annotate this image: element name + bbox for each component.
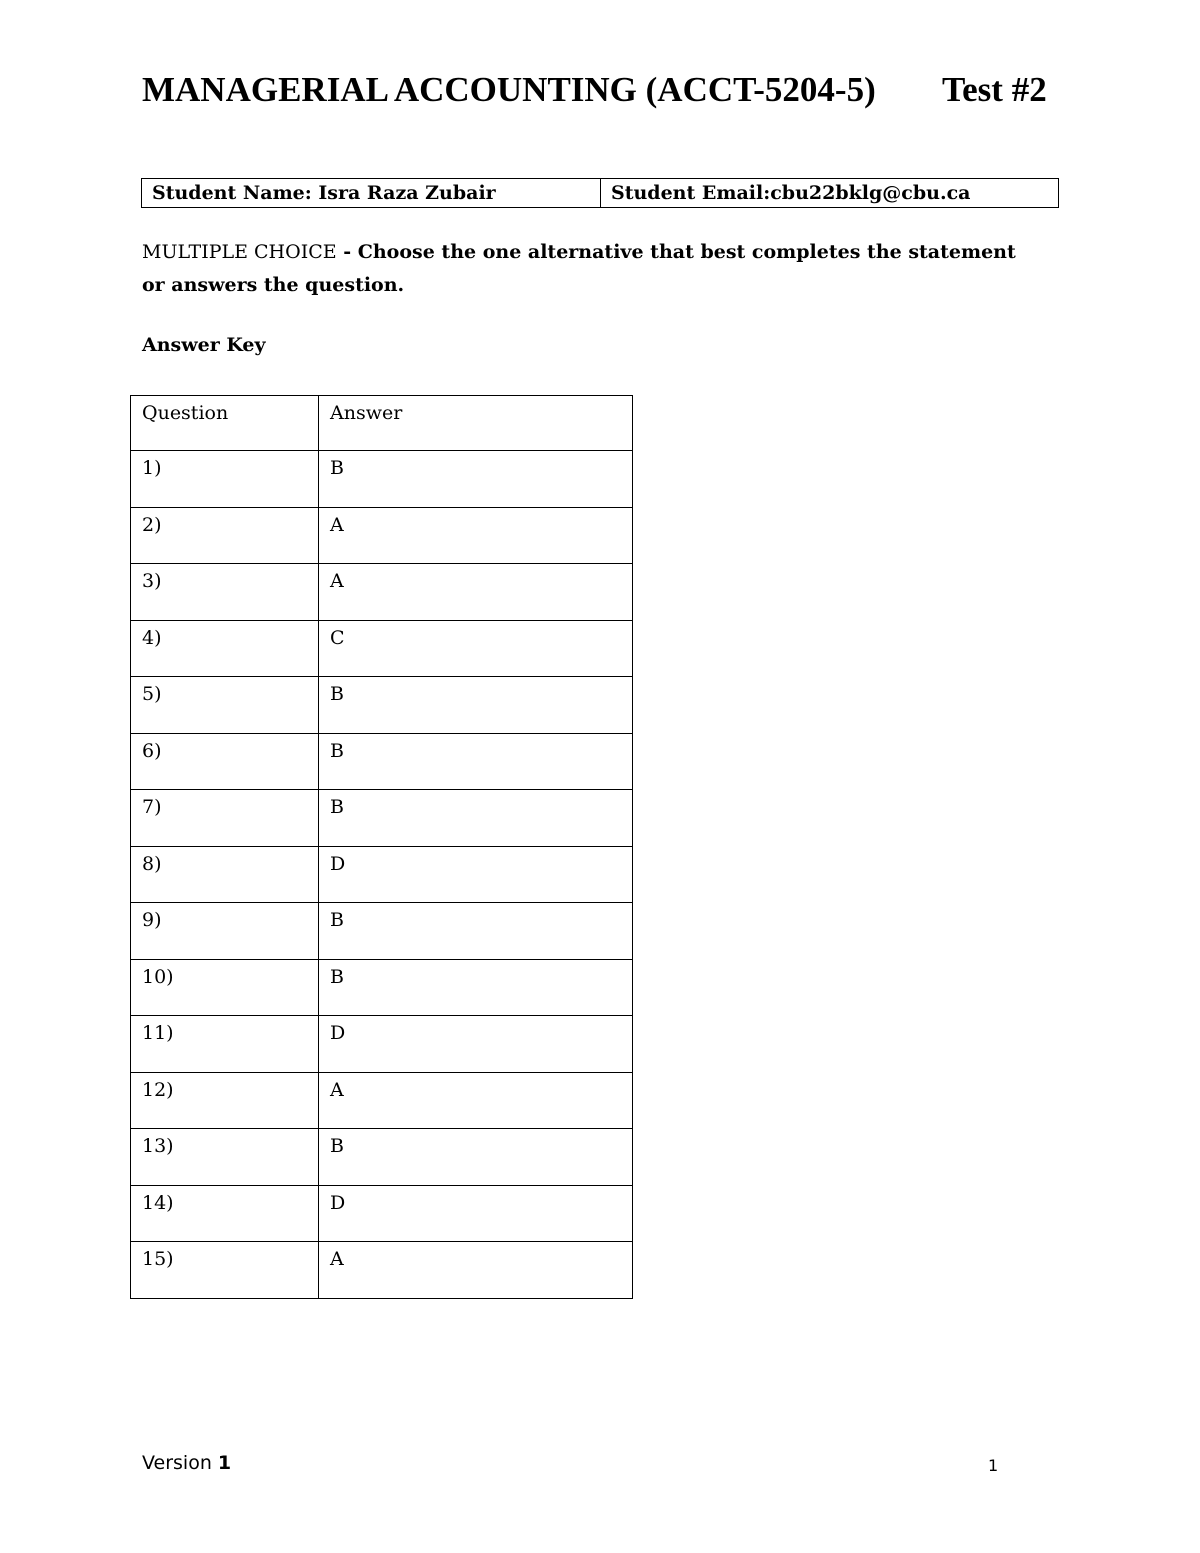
table-row	[131, 451, 633, 508]
question-number: 4)	[131, 620, 319, 677]
answer-key-table	[130, 395, 633, 1299]
question-number: 5)	[131, 677, 319, 734]
question-number: 9)	[131, 903, 319, 960]
table-row	[131, 564, 633, 621]
table-row	[131, 1185, 633, 1242]
answer-letter: A	[319, 507, 633, 564]
footer-version	[142, 1452, 231, 1474]
question-number: 6)	[131, 733, 319, 790]
question-number: 8)	[131, 846, 319, 903]
table-row	[131, 1129, 633, 1186]
table-row	[131, 959, 633, 1016]
question-number: 13)	[131, 1129, 319, 1186]
answer-letter: B	[319, 1129, 633, 1186]
course-title: MANAGERIAL ACCOUNTING (ACCT-5204-5)	[142, 70, 876, 109]
student-info-row	[142, 179, 1059, 208]
answer-letter: D	[319, 1016, 633, 1073]
answer-letter: D	[319, 846, 633, 903]
answer-letter: B	[319, 790, 633, 847]
question-number: 10)	[131, 959, 319, 1016]
table-row	[131, 846, 633, 903]
column-header-answer: Answer	[319, 396, 633, 451]
answer-letter: B	[319, 677, 633, 734]
instructions-text: - Choose the one alternative that best completes the statement or answers the question.	[142, 241, 1016, 296]
page-title	[142, 70, 1062, 116]
question-number: 12)	[131, 1072, 319, 1129]
version-label: Version	[142, 1452, 212, 1474]
question-number: 14)	[131, 1185, 319, 1242]
table-row	[131, 620, 633, 677]
table-row	[131, 1072, 633, 1129]
question-number: 7)	[131, 790, 319, 847]
answer-letter: B	[319, 451, 633, 508]
student-email: Student Email:cbu22bklg@cbu.ca	[601, 179, 1059, 208]
table-row	[131, 790, 633, 847]
table-row	[131, 677, 633, 734]
test-label: Test #2	[942, 70, 1047, 109]
student-info-table	[141, 178, 1059, 208]
answer-letter: A	[319, 1242, 633, 1299]
answer-letter: B	[319, 733, 633, 790]
page-number: 1	[988, 1456, 999, 1475]
question-number: 3)	[131, 564, 319, 621]
question-number: 2)	[131, 507, 319, 564]
table-row	[131, 1242, 633, 1299]
answer-letter: B	[319, 903, 633, 960]
question-number: 1)	[131, 451, 319, 508]
table-row	[131, 733, 633, 790]
table-header-row	[131, 396, 633, 451]
instructions	[142, 236, 1042, 302]
answer-letter: C	[319, 620, 633, 677]
question-number: 11)	[131, 1016, 319, 1073]
answer-letter: A	[319, 1072, 633, 1129]
answer-letter: A	[319, 564, 633, 621]
instructions-lead: MULTIPLE CHOICE	[142, 241, 337, 263]
answer-letter: D	[319, 1185, 633, 1242]
table-row	[131, 903, 633, 960]
question-number: 15)	[131, 1242, 319, 1299]
version-number: 1	[217, 1452, 232, 1474]
student-name: Student Name: Isra Raza Zubair	[142, 179, 601, 208]
answer-letter: B	[319, 959, 633, 1016]
table-row	[131, 1016, 633, 1073]
table-row	[131, 507, 633, 564]
answer-key-heading: Answer Key	[142, 334, 266, 356]
column-header-question: Question	[131, 396, 319, 451]
